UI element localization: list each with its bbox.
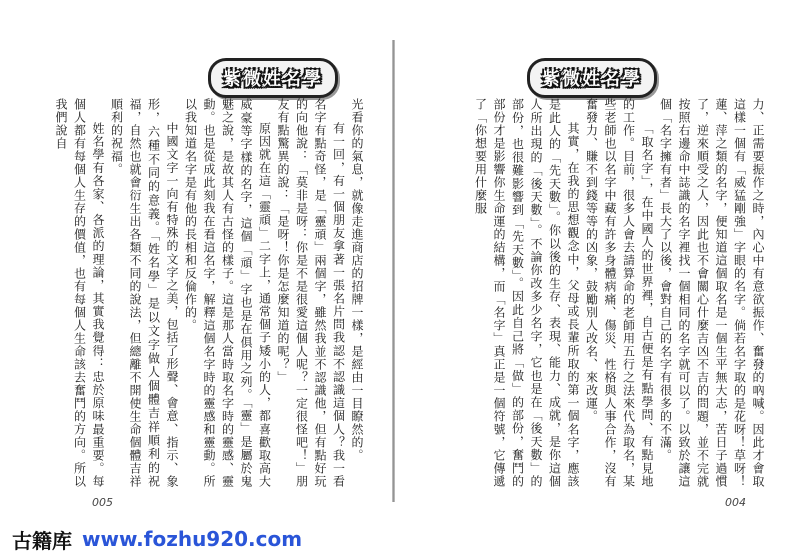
book-gutter bbox=[392, 40, 395, 502]
paragraph: 力、正需要振作之時，內心中有意欲振作、奮發的吶喊。因此才會取這樣一個有「威猛剛強」字眼的名字。倘若名字取的是花呀！草呀！蓮、萍之類的名字，便知道這個取名是一個生平無大志，苦日子過慣了，逆來順受之人，因此也不會關心什麼吉凶不吉的問題，並不完就按照右邊命中誌識的名字裡找一個相同的名字就可以了。以致於讓這個「名字擁有者」長大了以後，會對自己的名字有很多的不滿。 bbox=[658, 98, 765, 488]
right-page bbox=[397, 0, 793, 554]
site-watermark-footer bbox=[0, 524, 793, 554]
page-number: 005 bbox=[92, 496, 113, 509]
left-page-body bbox=[54, 98, 366, 488]
running-title-badge: 紫微姓名學 bbox=[527, 58, 657, 98]
paragraph: 有一回，有一個朋友拿著一張名片問我認不認識這個人？我一看名字有點奇怪，是「靈頑」兩個字，雖然我並不認識他，但有點好玩的向他說：「莫非是呀：你是不是很愛這個人呢？一定很怪吧！」朋友有點驚異的說：「是呀！你是怎麼知道的呢？」 bbox=[276, 98, 346, 488]
paragraph: 「取名字」，在中國人的世界裡，自古便是有點學問、有點見地的工作。目前，很多人會去請算命的老師用五行之法來代為取名，某些老師也以名字中藏有許多身體病痛、傷災、性格與人事合作，沒有奮發力、賺不到錢等等的凶象，鼓勵別人改名、來改運。 bbox=[584, 98, 654, 488]
watermark-url: www.fozhu920.com bbox=[82, 527, 303, 551]
left-page bbox=[0, 0, 396, 554]
right-page-body bbox=[415, 98, 767, 488]
page-number: 004 bbox=[725, 496, 746, 509]
paragraph: 中國文字一向有特殊的文字之美，包括了形聲、會意、指示、象形，六種不同的意義。「姓名學」是以文字做人個體吉祥順利的祝福，自然也就會衍生出各類不同的說法，但總離不開使生命個體吉祥順利的祝福。 bbox=[109, 98, 179, 488]
running-title-badge: 紫微姓名學 bbox=[208, 58, 338, 98]
watermark-brand: 古籍库 bbox=[12, 528, 72, 553]
paragraph: 姓名學有各家、各派的理論，其實我覺得：忠於原味最重要。每個人都有每個人生存的價值，也有每個人生命該去奮鬥的方向。所以我們說自 bbox=[54, 98, 105, 488]
paragraph: 光看你的氣息，就像走進商店的招牌一樣，是經由一目瞭然的。 bbox=[350, 98, 364, 462]
paragraph: 原因就在這「靈頑」二字上，通常個子矮小的人，都喜歡取高大威豪等字樣的名字，這個「頑」字也是在俱用之列。「靈」是屬於鬼魅之說，是故其人有古怪的樣子。這是那人當時取名字時的靈感、靈動。也是從成此刻我在看這名字，解釋這個名字時的靈感和靈動。所以我知道名字是有他的長相和反倫作的。 bbox=[183, 98, 272, 488]
paragraph: 其實，在我的思想觀念中，父母或長輩所取的第一個名字，應該是此人的「先天數」。你以後的生存、表現、能力、成就，是你這個人所出現的「後天數」。不論你改多少名字，它也是在「後天數」的部份，也很難影響到「先天數」。因此自己將「做」的部份，奮鬥的部份才是影響你生命運的結構，而「名字」真正是一個符號，它傳遞了「你想要用什麼服 bbox=[473, 98, 580, 488]
